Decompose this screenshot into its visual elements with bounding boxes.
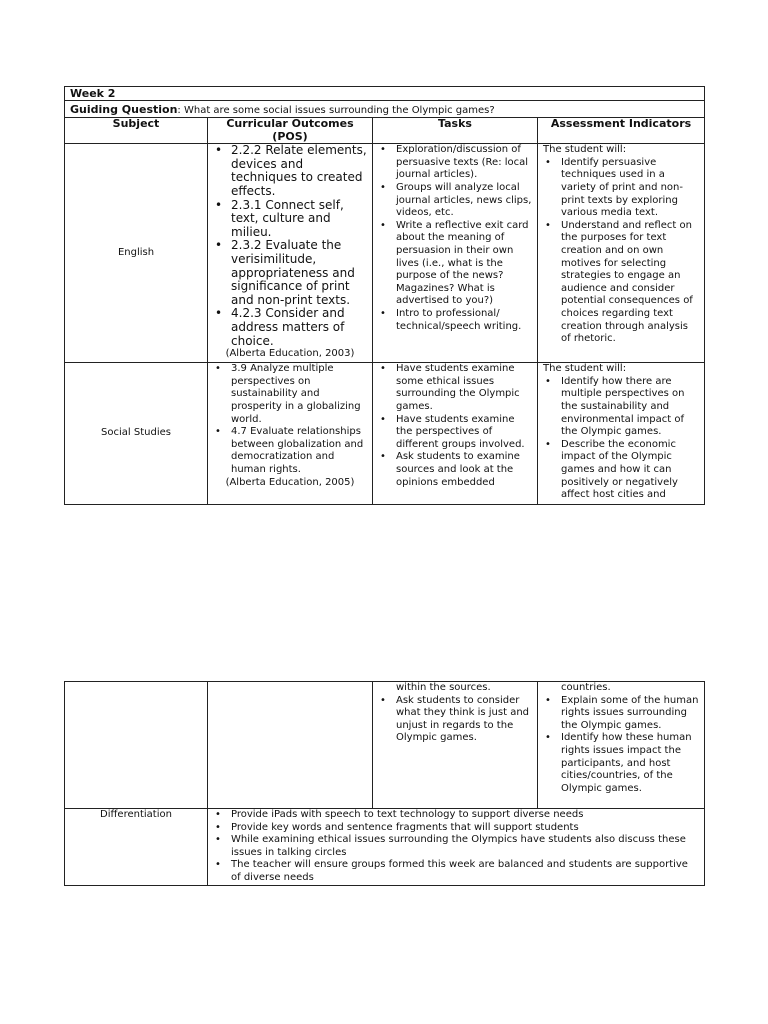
assessment-item: • Understand and reflect on the purposes for text creation and on own motives for selecting strategies to engage an audience and consider potential consequences of choices regarding text creation through analysis of rhetoric. bbox=[543, 220, 699, 346]
english-subject: English bbox=[65, 144, 208, 363]
outcome-item: • 4.2.3 Consider and address matters of choice. bbox=[213, 307, 367, 348]
continued-assessment-cell bbox=[538, 682, 705, 809]
outcome-item: • 4.7 Evaluate relationships between globalization and democratization and human rights. bbox=[213, 426, 367, 476]
english-assessment-list bbox=[543, 157, 699, 346]
task-carryover: within the sources. bbox=[396, 682, 491, 693]
english-row bbox=[65, 144, 705, 363]
continued-tasks-list bbox=[378, 695, 532, 745]
continuation-row bbox=[65, 682, 705, 809]
column-header-row bbox=[65, 118, 705, 144]
assessment-item: • Explain some of the human rights issues surrounding the Olympic games. bbox=[543, 695, 699, 733]
week-row bbox=[65, 87, 705, 101]
social-citation: (Alberta Education, 2005) bbox=[225, 476, 355, 488]
english-outcomes-cell bbox=[208, 144, 373, 363]
differentiation-label: Differentiation bbox=[65, 809, 208, 886]
guiding-question-text: : What are some social issues surrounding the Olympic games? bbox=[177, 105, 495, 116]
empty-subject-cell bbox=[65, 682, 208, 809]
outcomes-header: Curricular Outcomes (POS) bbox=[208, 118, 373, 144]
social-tasks-cell bbox=[373, 363, 538, 505]
task-item: • Ask students to consider what they think is just and unjust in regards to the Olympic games. bbox=[378, 695, 532, 745]
social-studies-row bbox=[65, 363, 705, 505]
differentiation-list bbox=[213, 809, 699, 885]
social-outcomes-cell bbox=[208, 363, 373, 505]
english-outcomes-list bbox=[213, 144, 367, 348]
task-item: • Groups will analyze local journal articles, news clips, videos, etc. bbox=[378, 182, 532, 220]
assessment-item: • Describe the economic impact of the Olympic games and how it can positively or negatively affect host cities and bbox=[543, 439, 699, 502]
differentiation-item: • While examining ethical issues surrounding the Olympics have students also discuss these issues in talking circles bbox=[213, 834, 699, 859]
english-tasks-list bbox=[378, 144, 532, 333]
tasks-header: Tasks bbox=[373, 118, 538, 144]
lesson-plan-page-1 bbox=[64, 86, 704, 505]
outcome-item: • 2.3.2 Evaluate the verisimilitude, appropriateness and significance of print and non-print texts. bbox=[213, 239, 367, 307]
english-citation: (Alberta Education, 2003) bbox=[225, 348, 355, 360]
social-outcomes-list bbox=[213, 363, 367, 476]
continued-tasks-cell bbox=[373, 682, 538, 809]
week-label: Week 2 bbox=[65, 87, 705, 101]
differentiation-item: • Provide key words and sentence fragments that will support students bbox=[213, 822, 699, 835]
subject-header: Subject bbox=[65, 118, 208, 144]
social-tasks-list bbox=[378, 363, 532, 489]
continued-assessment-list bbox=[543, 695, 699, 796]
task-item: • Intro to professional/ technical/speech writing. bbox=[378, 308, 532, 333]
outcome-item: • 2.2.2 Relate elements, devices and techniques to created effects. bbox=[213, 144, 367, 198]
lesson-plan-table bbox=[64, 86, 705, 505]
task-item: • Exploration/discussion of persuasive texts (Re: local journal articles). bbox=[378, 144, 532, 182]
empty-outcomes-cell bbox=[208, 682, 373, 809]
differentiation-item: • Provide iPads with speech to text technology to support diverse needs bbox=[213, 809, 699, 822]
lesson-plan-table-continued bbox=[64, 681, 705, 886]
assessment-item: • Identify how there are multiple perspectives on the sustainability and environmental impact of the Olympic games. bbox=[543, 376, 699, 439]
outcome-item: • 3.9 Analyze multiple perspectives on sustainability and prosperity in a globalizing world. bbox=[213, 363, 367, 426]
assessment-carryover: countries. bbox=[561, 682, 611, 693]
english-assessment-cell bbox=[538, 144, 705, 363]
lesson-plan-page-2 bbox=[64, 681, 704, 886]
task-item: • Write a reflective exit card about the meaning of persuasion in their own lives (i.e., what is the purpose of the news? Magazines? What is advertised to you?) bbox=[378, 220, 532, 308]
assessment-item: • Identify persuasive techniques used in a variety of print and non-print texts by exploring various media text. bbox=[543, 157, 699, 220]
outcome-item: • 2.3.1 Connect self, text, culture and milieu. bbox=[213, 199, 367, 240]
task-item: • Have students examine some ethical issues surrounding the Olympic games. bbox=[378, 363, 532, 413]
differentiation-item: • The teacher will ensure groups formed this week are balanced and students are supportive of diverse needs bbox=[213, 859, 699, 884]
english-tasks-cell bbox=[373, 144, 538, 363]
guiding-question-row bbox=[65, 101, 705, 118]
guiding-question-label: Guiding Question bbox=[70, 103, 178, 116]
differentiation-cell bbox=[208, 809, 705, 886]
task-item: • Ask students to examine sources and look at the opinions embedded bbox=[378, 451, 532, 489]
assessment-header: Assessment Indicators bbox=[538, 118, 705, 144]
assessment-intro: The student will: bbox=[543, 144, 627, 156]
social-assessment-list bbox=[543, 376, 699, 502]
social-studies-subject: Social Studies bbox=[65, 363, 208, 505]
social-assessment-cell bbox=[538, 363, 705, 505]
task-item: • Have students examine the perspectives of different groups involved. bbox=[378, 414, 532, 452]
assessment-item: • Identify how these human rights issues impact the participants, and host cities/countries, of the Olympic games. bbox=[543, 732, 699, 795]
differentiation-row bbox=[65, 809, 705, 886]
assessment-intro: The student will: bbox=[543, 363, 627, 375]
